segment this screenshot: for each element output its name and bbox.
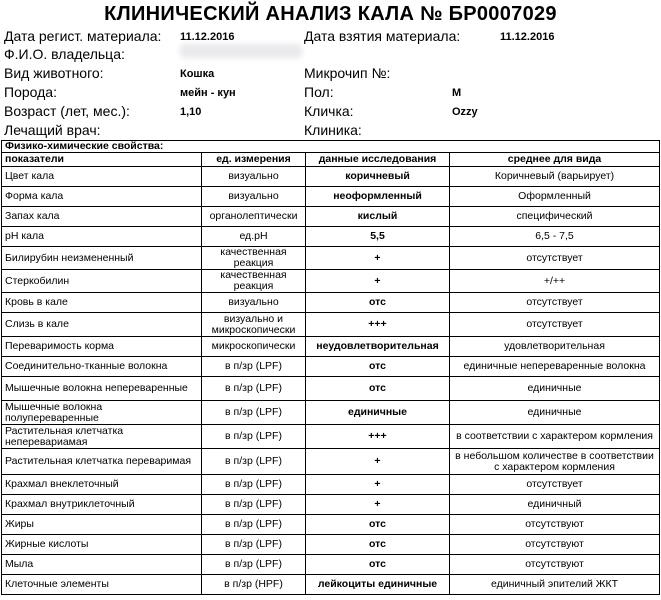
table-row — [2, 555, 660, 575]
table-cell-result: +++ — [306, 425, 450, 449]
table-cell-parameter: Переваримость корма — [2, 337, 202, 357]
collection-date-value: 11.12.2016 — [500, 31, 555, 43]
table-row — [2, 535, 660, 555]
table-cell-result: отс — [306, 535, 450, 555]
table-cell-result: отс — [306, 555, 450, 575]
nickname-label: Кличка: — [304, 103, 354, 119]
table-cell-result: отс — [306, 515, 450, 535]
table-cell-parameter: Мыла — [2, 555, 202, 575]
table-cell-norm: единичный эпителий ЖКТ — [450, 575, 660, 595]
table-cell-parameter: Жиры — [2, 515, 202, 535]
table-cell-unit: микроскопически — [202, 337, 306, 357]
table-cell-unit: органолептически — [202, 207, 306, 227]
table-cell-unit: в п/зр (LPF) — [202, 475, 306, 495]
doctor-label: Лечащий врач: — [4, 122, 101, 138]
table-cell-norm: отсутствуют — [450, 555, 660, 575]
table-cell-unit: в п/зр (LPF) — [202, 495, 306, 515]
microchip-label: Микрочип №: — [304, 65, 391, 81]
table-cell-norm: в небольшом количестве в соответствии с характером кормления — [450, 449, 660, 475]
table-row — [2, 357, 660, 377]
table-cell-parameter: Соединительно-тканные волокна — [2, 357, 202, 377]
table-row — [2, 337, 660, 357]
table-cell-parameter: Растительная клетчатка переваримая — [2, 449, 202, 475]
table-cell-unit: в п/зр (HPF) — [202, 575, 306, 595]
sex-value: М — [452, 87, 462, 99]
table-cell-result: лейкоциты единичные — [306, 575, 450, 595]
table-cell-result: +++ — [306, 313, 450, 337]
table-row — [2, 313, 660, 337]
header-row — [2, 153, 660, 167]
table-cell-result: неудовлетворительная — [306, 337, 450, 357]
clinic-label: Клиника: — [304, 122, 362, 138]
results-table — [1, 140, 660, 595]
table-cell-unit: визуально — [202, 187, 306, 207]
table-cell-parameter: Слизь в кале — [2, 313, 202, 337]
table-cell-norm: удовлетворительная — [450, 337, 660, 357]
table-cell-norm: единичные — [450, 377, 660, 401]
table-cell-unit: в п/зр (LPF) — [202, 535, 306, 555]
table-cell-result: единичные — [306, 401, 450, 425]
table-cell-result: 5,5 — [306, 227, 450, 247]
table-cell-parameter: Растительная клетчатка неперевариамая — [2, 425, 202, 449]
breed-label: Порода: — [4, 84, 57, 100]
table-cell-unit: ед.pH — [202, 227, 306, 247]
species-label: Вид животного: — [4, 65, 104, 81]
column-header-norm: среднее для вида — [450, 153, 660, 167]
table-cell-parameter: pH кала — [2, 227, 202, 247]
age-label: Возраст (лет, мес.): — [4, 103, 130, 119]
column-header-result: данные исследования — [306, 153, 450, 167]
table-cell-result: отс — [306, 293, 450, 313]
table-cell-unit: в п/зр (LPF) — [202, 357, 306, 377]
table-cell-parameter: Запах кала — [2, 207, 202, 227]
table-cell-result: + — [306, 495, 450, 515]
table-cell-norm: Оформленный — [450, 187, 660, 207]
age-value: 1,10 — [180, 106, 202, 118]
table-cell-result: + — [306, 270, 450, 293]
report-title: КЛИНИЧЕСКИЙ АНАЛИЗ КАЛА № БР0007029 — [104, 3, 557, 25]
table-row — [2, 377, 660, 401]
table-row — [2, 575, 660, 595]
table-cell-unit: в п/зр (LPF) — [202, 449, 306, 475]
registration-date-value: 11.12.2016 — [180, 31, 235, 43]
collection-date-label: Дата взятия материала: — [304, 28, 461, 44]
table-row — [2, 270, 660, 293]
registration-date-label: Дата регист. материала: — [4, 28, 162, 44]
table-cell-result: + — [306, 449, 450, 475]
table-cell-parameter: Крахмал внеклеточный — [2, 475, 202, 495]
table-cell-norm: Коричневый (варьирует) — [450, 167, 660, 187]
table-row — [2, 475, 660, 495]
sex-label: Пол: — [304, 84, 334, 100]
table-cell-norm: единичные непереваренные волокна — [450, 357, 660, 377]
table-cell-norm: отсутствуют — [450, 515, 660, 535]
table-row — [2, 207, 660, 227]
table-cell-norm: отсутствует — [450, 293, 660, 313]
table-cell-norm: специфический — [450, 207, 660, 227]
table-cell-parameter: Мышечные волокна полупереваренные — [2, 401, 202, 425]
table-cell-norm: единичные — [450, 401, 660, 425]
section-row — [2, 141, 660, 153]
table-cell-norm: отсутствует — [450, 247, 660, 270]
table-cell-parameter: Крахмал внутриклеточный — [2, 495, 202, 515]
table-row — [2, 247, 660, 270]
section-title: Физико-химические свойства: — [2, 141, 660, 153]
table-cell-unit: в п/зр (LPF) — [202, 555, 306, 575]
table-cell-result: коричневый — [306, 167, 450, 187]
table-row — [2, 167, 660, 187]
table-cell-unit: в п/зр (LPF) — [202, 515, 306, 535]
table-cell-result: отс — [306, 357, 450, 377]
table-cell-unit: визуально и микроскопически — [202, 313, 306, 337]
table-cell-unit: визуально — [202, 167, 306, 187]
table-cell-parameter: Кровь в кале — [2, 293, 202, 313]
table-cell-norm: отсутствуют — [450, 535, 660, 555]
table-cell-parameter: Цвет кала — [2, 167, 202, 187]
table-row — [2, 227, 660, 247]
species-value: Кошка — [180, 68, 215, 80]
table-cell-norm: единичный — [450, 495, 660, 515]
table-cell-unit: качественная реакция — [202, 247, 306, 270]
table-cell-result: + — [306, 475, 450, 495]
table-cell-parameter: Клеточные элементы — [2, 575, 202, 595]
table-cell-unit: визуально — [202, 293, 306, 313]
table-row — [2, 187, 660, 207]
column-header-parameter: показатели — [2, 153, 202, 167]
table-cell-result: + — [306, 247, 450, 270]
table-cell-unit: в п/зр (LPF) — [202, 425, 306, 449]
nickname-value: Ozzy — [452, 106, 478, 118]
table-cell-norm: в соответствии с характером кормления — [450, 425, 660, 449]
table-row — [2, 401, 660, 425]
table-cell-parameter: Билирубин неизмененный — [2, 247, 202, 270]
table-cell-result: отс — [306, 377, 450, 401]
table-cell-unit: в п/зр (LPF) — [202, 401, 306, 425]
table-cell-norm: 6,5 - 7,5 — [450, 227, 660, 247]
table-row — [2, 515, 660, 535]
column-header-unit: ед. измерения — [202, 153, 306, 167]
table-cell-parameter: Жирные кислоты — [2, 535, 202, 555]
table-cell-norm: +/++ — [450, 270, 660, 293]
table-cell-result: неоформленный — [306, 187, 450, 207]
table-row — [2, 449, 660, 475]
table-cell-parameter: Стеркобилин — [2, 270, 202, 293]
table-cell-result: кислый — [306, 207, 450, 227]
table-row — [2, 425, 660, 449]
table-cell-norm: отсутствует — [450, 475, 660, 495]
breed-value: мейн - кун — [180, 87, 236, 99]
table-row — [2, 293, 660, 313]
table-cell-norm: отсутствует — [450, 313, 660, 337]
owner-label: Ф.И.О. владельца: — [4, 46, 125, 62]
table-cell-unit: качественная реакция — [202, 270, 306, 293]
table-cell-unit: в п/зр (LPF) — [202, 377, 306, 401]
table-row — [2, 495, 660, 515]
table-cell-parameter: Форма кала — [2, 187, 202, 207]
table-cell-parameter: Мышечные волокна непереваренные — [2, 377, 202, 401]
owner-name-redacted — [180, 44, 302, 58]
